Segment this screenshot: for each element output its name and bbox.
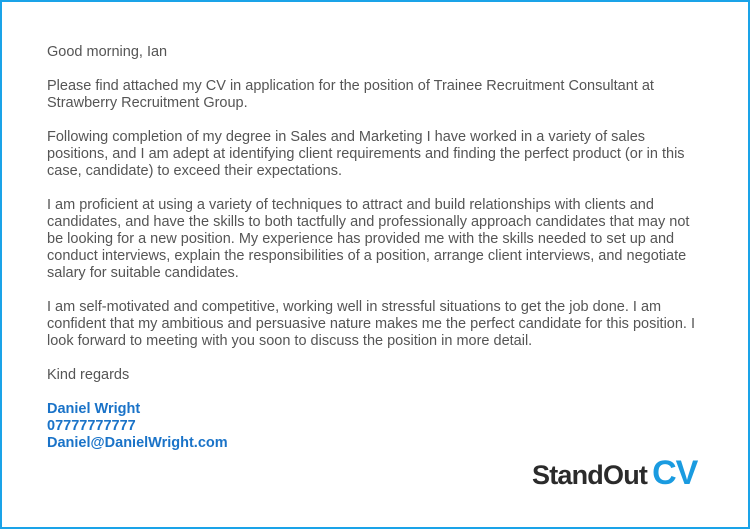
paragraph-intro: Please find attached my CV in application for the position of Trainee Recruitment Consultant at Strawberry Recruitment Group. [47, 78, 654, 111]
logo-cv: CV [652, 454, 698, 492]
signature-phone: 07777777777 [47, 418, 136, 434]
paragraph-skills: I am proficient at using a variety of techniques to attract and build relationships with clients and candidates, and have the skills to both tactfully and professionally approach candidates that may not be looking for a new position. My experience has provided me with the skills needed to set up and conduct interviews, explain the responsibilities of a position, arrange client interviews, and negotiate salary for suitable candidates. [47, 197, 690, 281]
standout-cv-logo [532, 454, 697, 490]
paragraph-experience: Following completion of my degree in Sales and Marketing I have worked in a variety of sales positions, and I am adept at identifying client requirements and finding the perfect product (or in this case, candidate) to exceed their expectations. [47, 129, 685, 179]
paragraph-motivation: I am self-motivated and competitive, working well in stressful situations to get the job done. I am confident that my ambitious and persuasive nature makes me the perfect candidate for this position. I look forward to meeting with you soon to discuss the position in more detail. [47, 299, 696, 349]
signature-email: Daniel@DanielWright.com [47, 435, 228, 451]
signature-block [47, 401, 707, 452]
logo-word: StandOut [532, 460, 648, 490]
letter-body [47, 44, 707, 452]
greeting: Good morning, Ian [47, 44, 168, 60]
signature-name: Daniel Wright [47, 401, 141, 417]
closing: Kind regards [47, 367, 130, 383]
